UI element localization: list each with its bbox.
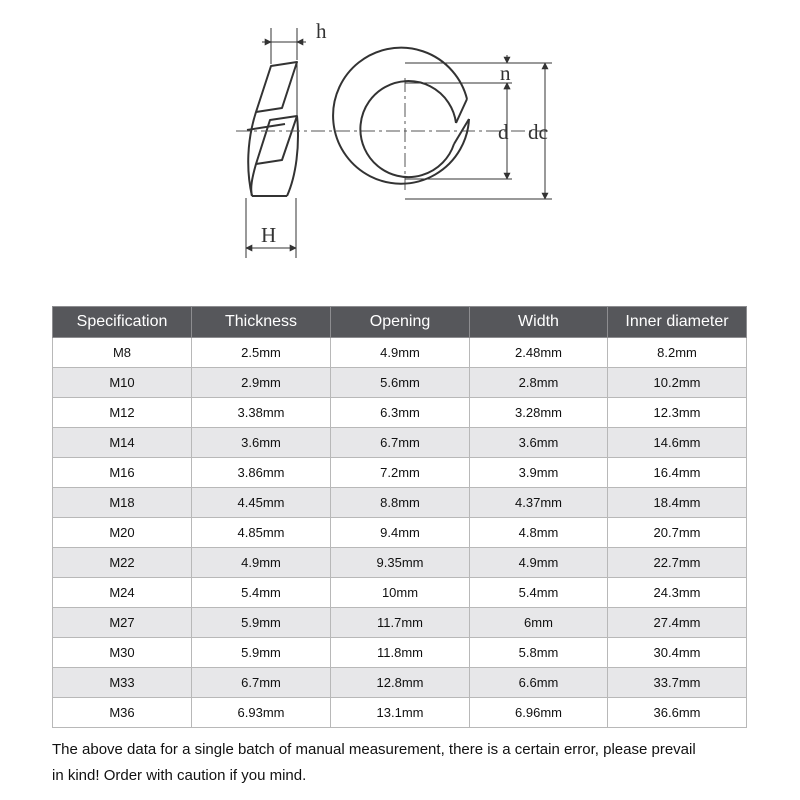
- cell-opening: 4.9mm: [331, 338, 470, 368]
- table-row: [53, 458, 747, 488]
- cell-thickness: 5.4mm: [192, 578, 331, 608]
- cell-thickness: 3.86mm: [192, 458, 331, 488]
- washer-side-view: [247, 62, 298, 196]
- header-inner-diameter: Inner diameter: [608, 307, 747, 338]
- cell-width: 3.6mm: [470, 428, 608, 458]
- cell-opening: 8.8mm: [331, 488, 470, 518]
- cell-opening: 9.4mm: [331, 518, 470, 548]
- cell-specification: M27: [53, 608, 192, 638]
- cell-thickness: 6.7mm: [192, 668, 331, 698]
- cell-thickness: 3.38mm: [192, 398, 331, 428]
- cell-thickness: 2.9mm: [192, 368, 331, 398]
- table-row: [53, 398, 747, 428]
- cell-specification: M30: [53, 638, 192, 668]
- header-opening: Opening: [331, 307, 470, 338]
- cell-thickness: 5.9mm: [192, 608, 331, 638]
- cell-width: 6.6mm: [470, 668, 608, 698]
- cell-inner-diameter: 33.7mm: [608, 668, 747, 698]
- table-row: [53, 698, 747, 728]
- cell-inner-diameter: 36.6mm: [608, 698, 747, 728]
- table-header-row: [53, 307, 747, 338]
- cell-width: 2.48mm: [470, 338, 608, 368]
- cell-thickness: 2.5mm: [192, 338, 331, 368]
- cell-width: 5.4mm: [470, 578, 608, 608]
- dim-h: [262, 28, 306, 64]
- cell-thickness: 4.9mm: [192, 548, 331, 578]
- cell-inner-diameter: 22.7mm: [608, 548, 747, 578]
- cell-width: 2.8mm: [470, 368, 608, 398]
- cell-thickness: 3.6mm: [192, 428, 331, 458]
- table-row: [53, 518, 747, 548]
- note-line-1: The above data for a single batch of manual measurement, there is a certain error, please prevail: [52, 741, 696, 758]
- cell-inner-diameter: 14.6mm: [608, 428, 747, 458]
- header-thickness: Thickness: [192, 307, 331, 338]
- cell-width: 6.96mm: [470, 698, 608, 728]
- cell-width: 6mm: [470, 608, 608, 638]
- washer-diagram: [0, 0, 800, 290]
- cell-specification: M8: [53, 338, 192, 368]
- cell-inner-diameter: 12.3mm: [608, 398, 747, 428]
- cell-opening: 10mm: [331, 578, 470, 608]
- table-row: [53, 638, 747, 668]
- table-row: [53, 368, 747, 398]
- table-row: [53, 668, 747, 698]
- table-body: [53, 338, 747, 728]
- cell-opening: 11.7mm: [331, 608, 470, 638]
- cell-inner-diameter: 20.7mm: [608, 518, 747, 548]
- measurement-note: [52, 737, 772, 789]
- cell-inner-diameter: 10.2mm: [608, 368, 747, 398]
- cell-inner-diameter: 8.2mm: [608, 338, 747, 368]
- cell-inner-diameter: 18.4mm: [608, 488, 747, 518]
- table-row: [53, 488, 747, 518]
- cell-opening: 5.6mm: [331, 368, 470, 398]
- header-width: Width: [470, 307, 608, 338]
- cell-width: 4.8mm: [470, 518, 608, 548]
- cell-specification: M33: [53, 668, 192, 698]
- cell-opening: 6.3mm: [331, 398, 470, 428]
- spec-table: [52, 306, 747, 728]
- cell-inner-diameter: 16.4mm: [608, 458, 747, 488]
- cell-width: 4.37mm: [470, 488, 608, 518]
- cell-thickness: 4.85mm: [192, 518, 331, 548]
- label-dc: dc: [528, 120, 548, 144]
- cell-specification: M16: [53, 458, 192, 488]
- cell-specification: M20: [53, 518, 192, 548]
- label-h: h: [316, 19, 327, 43]
- header-specification: Specification: [53, 307, 192, 338]
- table-row: [53, 578, 747, 608]
- cell-width: 5.8mm: [470, 638, 608, 668]
- cell-opening: 12.8mm: [331, 668, 470, 698]
- cell-opening: 11.8mm: [331, 638, 470, 668]
- cell-width: 3.9mm: [470, 458, 608, 488]
- cell-thickness: 4.45mm: [192, 488, 331, 518]
- cell-specification: M24: [53, 578, 192, 608]
- label-n: n: [500, 61, 511, 85]
- label-H: H: [261, 223, 277, 247]
- cell-specification: M14: [53, 428, 192, 458]
- cell-specification: M22: [53, 548, 192, 578]
- cell-inner-diameter: 30.4mm: [608, 638, 747, 668]
- cell-width: 3.28mm: [470, 398, 608, 428]
- cell-opening: 13.1mm: [331, 698, 470, 728]
- cell-thickness: 6.93mm: [192, 698, 331, 728]
- note-line-2: in kind! Order with caution if you mind.: [52, 767, 307, 784]
- cell-opening: 9.35mm: [331, 548, 470, 578]
- cell-inner-diameter: 24.3mm: [608, 578, 747, 608]
- cell-specification: M36: [53, 698, 192, 728]
- table-row: [53, 338, 747, 368]
- washer-top-view: [333, 48, 469, 184]
- cell-thickness: 5.9mm: [192, 638, 331, 668]
- cell-opening: 7.2mm: [331, 458, 470, 488]
- table-row: [53, 428, 747, 458]
- cell-specification: M12: [53, 398, 192, 428]
- cell-inner-diameter: 27.4mm: [608, 608, 747, 638]
- cell-specification: M18: [53, 488, 192, 518]
- table-row: [53, 608, 747, 638]
- cell-width: 4.9mm: [470, 548, 608, 578]
- label-d: d: [498, 120, 509, 144]
- table-row: [53, 548, 747, 578]
- cell-opening: 6.7mm: [331, 428, 470, 458]
- cell-specification: M10: [53, 368, 192, 398]
